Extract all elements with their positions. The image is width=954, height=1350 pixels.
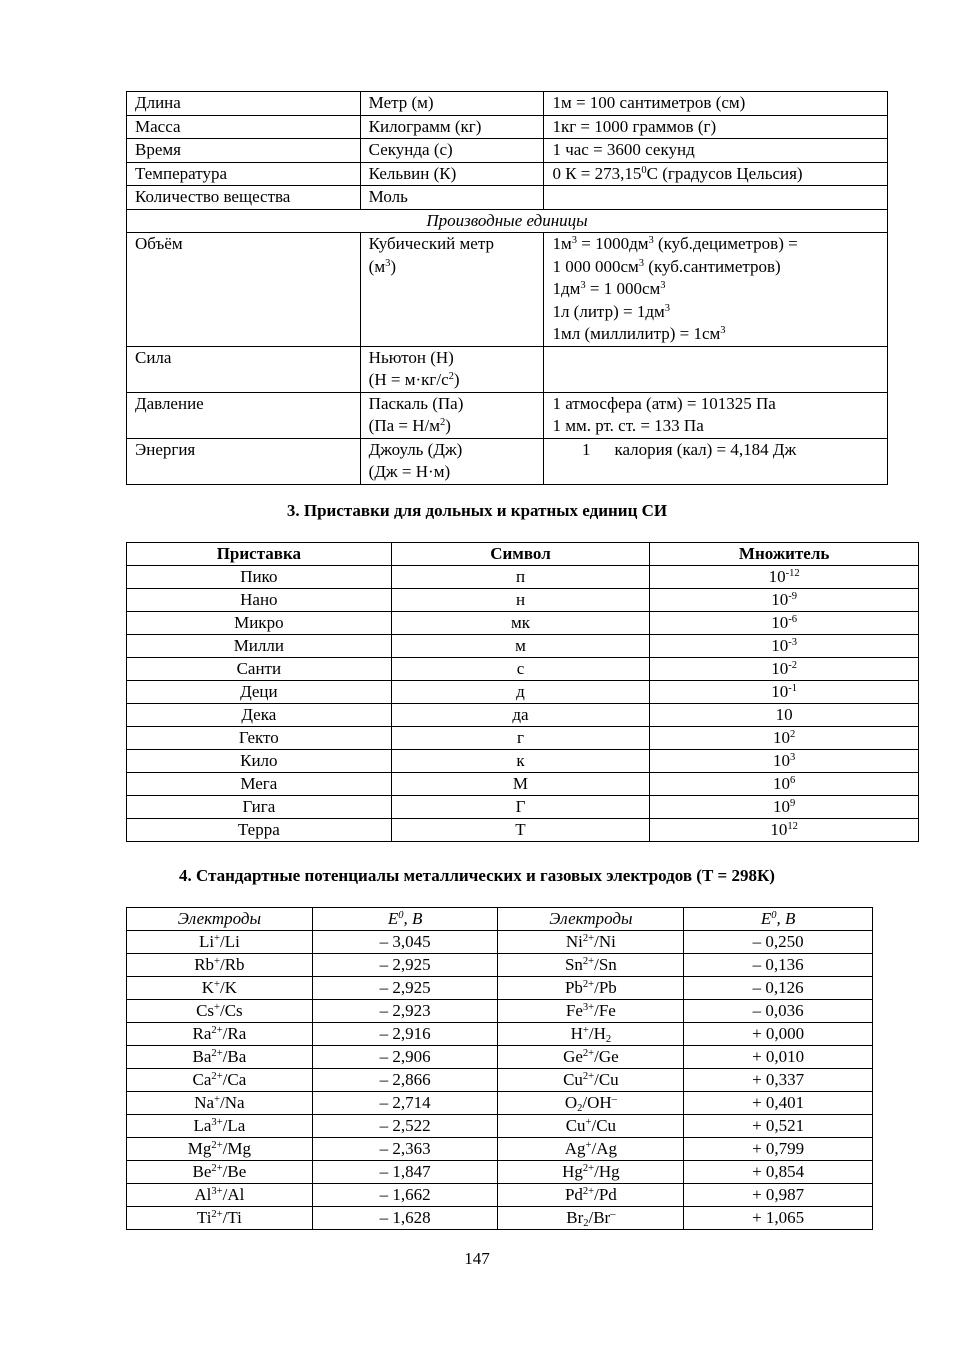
potential-left: – 2,925 <box>312 954 498 977</box>
potential-right: + 1,065 <box>684 1207 873 1230</box>
potential-left: – 2,866 <box>312 1069 498 1092</box>
electrode-right: $Pd^{2+}/Pd$ <box>498 1184 684 1207</box>
potential-left: – 2,923 <box>312 1000 498 1023</box>
potential-right: + 0,000 <box>684 1023 873 1046</box>
unit-cell: Кельвин (К) <box>360 162 544 186</box>
prefix-multiplier: $10^{-12}$ <box>650 566 919 589</box>
potential-left: – 2,916 <box>312 1023 498 1046</box>
electrode-right: $Fe^{3+}/Fe$ <box>498 1000 684 1023</box>
units-row <box>127 438 888 484</box>
header-potential: $E^0$, В <box>684 908 873 931</box>
prefix-symbol: к <box>391 750 650 773</box>
table-row <box>127 1161 873 1184</box>
prefix-name: Гига <box>127 796 392 819</box>
relation-cell: 1кг = 1000 граммов (г) <box>544 115 888 139</box>
potential-right: + 0,521 <box>684 1115 873 1138</box>
electrode-right: $Pb^{2+}/Pb$ <box>498 977 684 1000</box>
unit-cell: Метр (м) <box>360 92 544 116</box>
prefix-multiplier: $10^{-1}$ <box>650 681 919 704</box>
prefix-symbol: Т <box>391 819 650 842</box>
table-row <box>127 658 919 681</box>
units-row <box>127 162 888 186</box>
header-potential: $E^0$, В <box>312 908 498 931</box>
prefix-multiplier: $10^{-6}$ <box>650 612 919 635</box>
prefix-name: Мега <box>127 773 392 796</box>
section-4-title: 4. Стандартные потенциалы металлических и газовых электродов (Т = 298К) <box>179 866 775 885</box>
electrode-right: $Hg^{2+}/Hg$ <box>498 1161 684 1184</box>
table-row <box>127 750 919 773</box>
prefix-multiplier: $10^{-3}$ <box>650 635 919 658</box>
potential-left: – 2,363 <box>312 1138 498 1161</box>
electrode-right: $Cu^{2+}/Cu$ <box>498 1069 684 1092</box>
table-row <box>127 612 919 635</box>
quantity-cell: Масса <box>127 115 361 139</box>
unit-cell: Паскаль (Па) $(Па = Н/м^2)$ <box>360 392 544 438</box>
quantity-cell: Температура <box>127 162 361 186</box>
table-row <box>127 1115 873 1138</box>
units-row <box>127 233 888 347</box>
table-row <box>127 931 873 954</box>
prefix-name: Дека <box>127 704 392 727</box>
table-row <box>127 1184 873 1207</box>
relation-cell: 0 $К = 273,15^0С$ (градусов Цельсия) <box>544 162 888 186</box>
potential-right: – 0,036 <box>684 1000 873 1023</box>
electrode-right: Ag+/Ag <box>498 1138 684 1161</box>
quantity-cell: Длина <box>127 92 361 116</box>
prefix-symbol: мк <box>391 612 650 635</box>
quantity-cell: Время <box>127 139 361 163</box>
units-row <box>127 186 888 210</box>
table-header-row <box>127 908 873 931</box>
prefix-symbol: г <box>391 727 650 750</box>
potential-left: – 1,662 <box>312 1184 498 1207</box>
table-row <box>127 704 919 727</box>
electrode-right: $Ni^{2+}/Ni$ <box>498 931 684 954</box>
units-row <box>127 92 888 116</box>
prefix-multiplier: $10^2$ <box>650 727 919 750</box>
relation-cell: $1м^3 = 1000дм^3$ (куб.дециметров) = 1 000 $000см^3$ (куб.сантиметров) $1дм^3 = 1$ $000см^3$ 1л (литр) = $1дм^3$ 1мл (миллилитр) = $1см^3$ <box>544 233 888 347</box>
potential-left: – 2,906 <box>312 1046 498 1069</box>
si-prefixes-table <box>126 542 919 842</box>
prefix-multiplier: $10^{12}$ <box>650 819 919 842</box>
prefix-name: Милли <box>127 635 392 658</box>
electrode-right: Cu+/Cu <box>498 1115 684 1138</box>
electrode-left: $Ti^{2+}/Ti$ <box>127 1207 313 1230</box>
prefix-symbol: д <box>391 681 650 704</box>
electrode-right: $H^+/H_2$ <box>498 1023 684 1046</box>
prefix-name: Санти <box>127 658 392 681</box>
unit-cell: Кубический метр $(м^3)$ <box>360 233 544 347</box>
table-row <box>127 1138 873 1161</box>
header-prefix: Приставка <box>127 543 392 566</box>
prefix-name: Нано <box>127 589 392 612</box>
table-row <box>127 819 919 842</box>
electrode-left: $Mg^{2+}/Mg$ <box>127 1138 313 1161</box>
prefix-symbol: М <box>391 773 650 796</box>
electrode-right: $Br_2/Br^-$ <box>498 1207 684 1230</box>
potential-right: + 0,987 <box>684 1184 873 1207</box>
prefix-name: Пико <box>127 566 392 589</box>
potential-left: – 2,925 <box>312 977 498 1000</box>
quantity-cell: Давление <box>127 392 361 438</box>
potential-right: + 0,854 <box>684 1161 873 1184</box>
potential-right: + 0,010 <box>684 1046 873 1069</box>
unit-cell: Ньютон (Н) $(Н = м\cdot кг/с^2)$ <box>360 346 544 392</box>
prefix-symbol: н <box>391 589 650 612</box>
prefix-name: Деци <box>127 681 392 704</box>
table-row <box>127 977 873 1000</box>
prefix-multiplier: $10^6$ <box>650 773 919 796</box>
electrode-potentials-table <box>126 907 873 1230</box>
potential-left: – 1,847 <box>312 1161 498 1184</box>
electrode-right: $Ge^{2+}/Ge$ <box>498 1046 684 1069</box>
prefix-symbol: м <box>391 635 650 658</box>
relation-cell: 1 час = 3600 секунд <box>544 139 888 163</box>
potential-right: + 0,799 <box>684 1138 873 1161</box>
prefix-multiplier: 10 <box>650 704 919 727</box>
electrode-left: $Ba^{2+}/Ba$ <box>127 1046 313 1069</box>
prefix-multiplier: $10^{-9}$ <box>650 589 919 612</box>
table-row <box>127 796 919 819</box>
si-units-table <box>126 91 888 485</box>
table-row <box>127 1092 873 1115</box>
quantity-cell: Количество вещества <box>127 186 361 210</box>
prefix-name: Терра <box>127 819 392 842</box>
derived-units-header-row <box>127 209 888 233</box>
prefix-symbol: да <box>391 704 650 727</box>
electrode-left: $Be^{2+}/Be$ <box>127 1161 313 1184</box>
table-row <box>127 681 919 704</box>
table-header-row <box>127 543 919 566</box>
electrode-right: $O_2/OH^-$ <box>498 1092 684 1115</box>
table-row <box>127 1000 873 1023</box>
unit-cell: Моль <box>360 186 544 210</box>
units-row <box>127 346 888 392</box>
potential-right: + 0,401 <box>684 1092 873 1115</box>
table-row <box>127 954 873 977</box>
units-row <box>127 139 888 163</box>
table-row <box>127 1207 873 1230</box>
table-row <box>127 589 919 612</box>
relation-cell <box>544 186 888 210</box>
header-multiplier: Множитель <box>650 543 919 566</box>
electrode-left: Rb+/Rb <box>127 954 313 977</box>
unit-cell: Джоуль (Дж) (Дж = Н·м) <box>360 438 544 484</box>
table-row <box>127 1023 873 1046</box>
header-symbol: Символ <box>391 543 650 566</box>
header-electrodes: Электроды <box>127 908 313 931</box>
electrode-left: Li+/Li <box>127 931 313 954</box>
prefix-symbol: с <box>391 658 650 681</box>
table-row <box>127 727 919 750</box>
potential-left: – 2,714 <box>312 1092 498 1115</box>
derived-units-header: Производные единицы <box>127 209 888 233</box>
prefix-name: Гекто <box>127 727 392 750</box>
relation-cell: 1 калория (кал) = 4,184 Дж <box>544 438 888 484</box>
electrode-left: $Al^{3+}/Al$ <box>127 1184 313 1207</box>
page-number: 147 <box>464 1249 490 1268</box>
table-row <box>127 773 919 796</box>
relation-cell <box>544 346 888 392</box>
quantity-cell: Сила <box>127 346 361 392</box>
header-electrodes: Электроды <box>498 908 684 931</box>
potential-right: + 0,337 <box>684 1069 873 1092</box>
potential-left: – 2,522 <box>312 1115 498 1138</box>
prefix-symbol: Г <box>391 796 650 819</box>
electrode-left: Na+/Na <box>127 1092 313 1115</box>
table-row <box>127 1046 873 1069</box>
relation-cell: 1м = 100 сантиметров (см) <box>544 92 888 116</box>
potential-right: – 0,136 <box>684 954 873 977</box>
table-row <box>127 635 919 658</box>
electrode-left: $Ra^{2+}/Ra$ <box>127 1023 313 1046</box>
prefix-symbol: п <box>391 566 650 589</box>
prefix-multiplier: $10^{-2}$ <box>650 658 919 681</box>
units-row <box>127 392 888 438</box>
quantity-cell: Энергия <box>127 438 361 484</box>
electrode-left: Cs+/Cs <box>127 1000 313 1023</box>
electrode-left: K+/K <box>127 977 313 1000</box>
table-row <box>127 1069 873 1092</box>
unit-cell: Килограмм (кг) <box>360 115 544 139</box>
table-row <box>127 566 919 589</box>
potential-right: – 0,250 <box>684 931 873 954</box>
unit-cell: Секунда (с) <box>360 139 544 163</box>
prefix-name: Микро <box>127 612 392 635</box>
prefix-multiplier: $10^9$ <box>650 796 919 819</box>
prefix-multiplier: $10^3$ <box>650 750 919 773</box>
potential-right: – 0,126 <box>684 977 873 1000</box>
potential-left: – 1,628 <box>312 1207 498 1230</box>
quantity-cell: Объём <box>127 233 361 347</box>
prefix-name: Кило <box>127 750 392 773</box>
units-row <box>127 115 888 139</box>
potential-left: – 3,045 <box>312 931 498 954</box>
electrode-left: $La^{3+}/La$ <box>127 1115 313 1138</box>
relation-cell: 1 атмосфера (атм) = 101325 Па 1 мм. рт. ст. = 133 Па <box>544 392 888 438</box>
electrode-right: $Sn^{2+}/Sn$ <box>498 954 684 977</box>
electrode-left: $Ca^{2+}/Ca$ <box>127 1069 313 1092</box>
section-3-title: 3. Приставки для дольных и кратных единиц СИ <box>286 501 668 520</box>
